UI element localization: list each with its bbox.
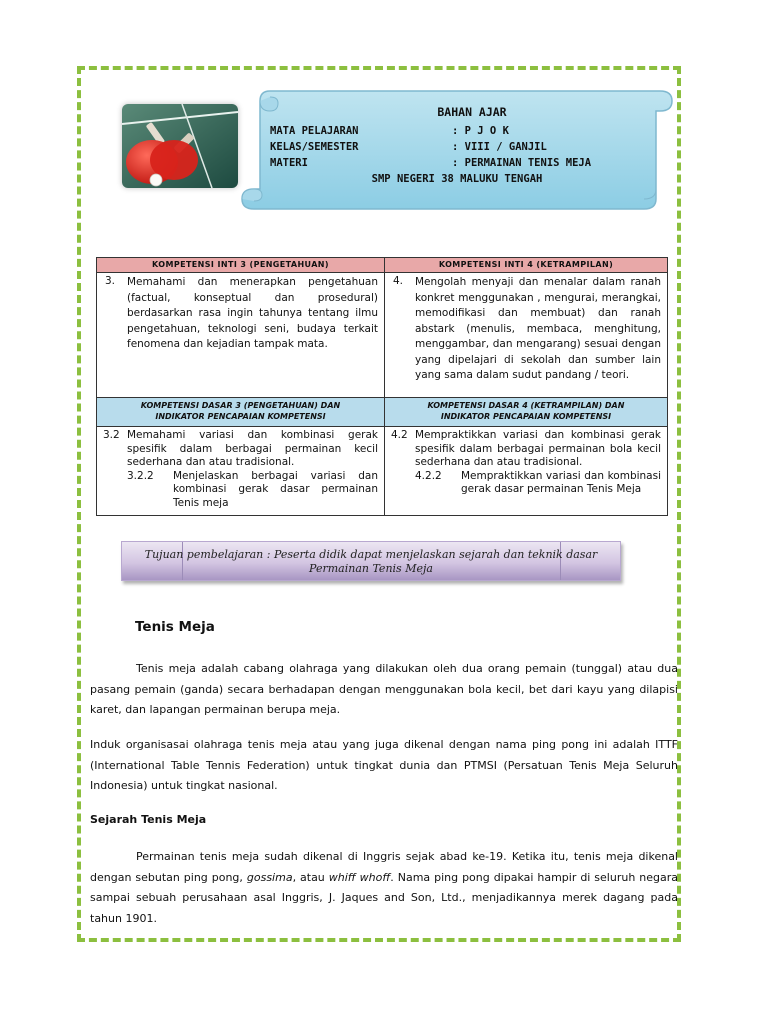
paragraph-3: Permainan tenis meja sudah dikenal di Inggris sejak abad ke-19. Ketika itu, tenis meja dikenal dengan sebutan ping pong, gossima, atau whiff whoff. Nama ping pong dipakai hampir di seluruh negara sampai sebuah perusahaan asal Inggris, J. Jaques and Son, Ltd., menjadikannya merek dagang pada tahun 1901. [90, 850, 678, 925]
kd4-text: Mempraktikkan variasi dan kombinasi gerak spesifik dalam berbagai permainan bola kecil sederhana dan atau tradisional. [415, 429, 661, 468]
ki3-text: Memahami dan menerapkan pengetahuan (factual, konseptual dan prosedural) berdasarkan rasa ingin tahunya tentang ilmu pengetahuan, teknologi seni, budaya terkait fenomena dan kejadian tampak mata. [127, 276, 378, 350]
kd3-indicator: 3.2.2 Menjelaskan berbagai variasi dan kombinasi gerak dasar permainan Tenis meja [127, 469, 378, 509]
kd3-header: KOMPETENSI DASAR 3 (PENGETAHUAN) DAN INDIKATOR PENCAPAIAN KOMPETENSI [97, 398, 385, 427]
kd3-text: Memahami variasi dan kombinasi gerak spesifik dalam berbagai permainan kecil sederhana dan atau tradisional. [127, 429, 378, 468]
paragraph-1: Tenis meja adalah cabang olahraga yang dilakukan oleh dua orang pemain (tunggal) atau dua pasang pemain (ganda) secara berhadapan dengan menggunakan bola kecil, bet dari kayu yang dilapisi karet, dan lapangan permainan berupa meja. [90, 662, 678, 716]
history-heading: Sejarah Tenis Meja [90, 813, 207, 826]
document-title: BAHAN AJAR [437, 105, 507, 119]
learning-goal-box [121, 541, 621, 581]
ki4-cell: 4. Mengolah menyaji dan menalar dalam ranah konkret menggunakan , mengurai, merangkai, memodifikasi dan membuat) dan ranah abstark (menulis, membaca, menghitung, menggambar, dan mengarang) sesuai dengan yang dipelajari di sekolah dan sumber lain yang sama dalam sudut pandang / teori. [385, 273, 668, 398]
goal-line-1: Tujuan pembelajaran : Peserta didik dapat menjelaskan sejarah dan teknik dasar [144, 548, 598, 561]
ki3-header: KOMPETENSI INTI 3 (PENGETAHUAN) [97, 258, 385, 273]
header-text: BAHAN AJAR MATA PELAJARAN : P J O K KELAS/SEMESTER : VIII / GANJIL MATERI : PERMAINAN TENIS MEJA SMP NEGERI 38 MALUKU TENGAH [240, 105, 674, 195]
goal-line-2: Permainan Tenis Meja [309, 562, 433, 575]
section-heading: Tenis Meja [135, 619, 215, 635]
kd4-indicator: 4.2.2 Mempraktikkan variasi dan kombinasi gerak dasar permainan Tenis Meja [415, 469, 661, 495]
table-tennis-image [122, 104, 238, 188]
ki3-cell: 3. Memahami dan menerapkan pengetahuan (factual, konseptual dan prosedural) berdasarkan rasa ingin tahunya tentang ilmu pengetahuan, teknologi seni, budaya terkait fenomena dan kejadian tampak mata. [97, 273, 385, 398]
ki4-header: KOMPETENSI INTI 4 (KETRAMPILAN) [385, 258, 668, 273]
kd4-header: KOMPETENSI DASAR 4 (KETRAMPILAN) DAN INDIKATOR PENCAPAIAN KOMPETENSI [385, 398, 668, 427]
kd3-cell: 3.2 Memahami variasi dan kombinasi gerak spesifik dalam berbagai permainan kecil sederhana dan atau tradisional. 3.2.2 Menjelaskan berbagai variasi dan kombinasi gerak dasar permainan Tenis meja [97, 427, 385, 516]
kd4-cell: 4.2 Mempraktikkan variasi dan kombinasi gerak spesifik dalam berbagai permainan bola kecil sederhana dan atau tradisional. 4.2.2 Mempraktikkan variasi dan kombinasi gerak dasar permainan Tenis Meja [385, 427, 668, 516]
paragraph-2: Induk organisasai olahraga tenis meja atau yang juga dikenal dengan nama ping pong ini adalah ITTF (International Table Tennis Federation) untuk tingkat dunia dan PTMSI (Persatuan Tenis Meja Seluruh Indonesia) untuk tingkat nasional. [90, 738, 678, 792]
competency-table [96, 257, 668, 516]
ki4-text: Mengolah menyaji dan menalar dalam ranah konkret menggunakan , mengurai, merangkai, memodifikasi dan membuat) dan ranah abstark (menulis, membaca, menghitung, menggambar, dan mengarang) sesuai dengan yang dipelajari di sekolah dan sumber lain yang sama dalam sudut pandang / teori. [415, 276, 661, 381]
school-name: SMP NEGERI 38 MALUKU TENGAH [371, 173, 543, 185]
